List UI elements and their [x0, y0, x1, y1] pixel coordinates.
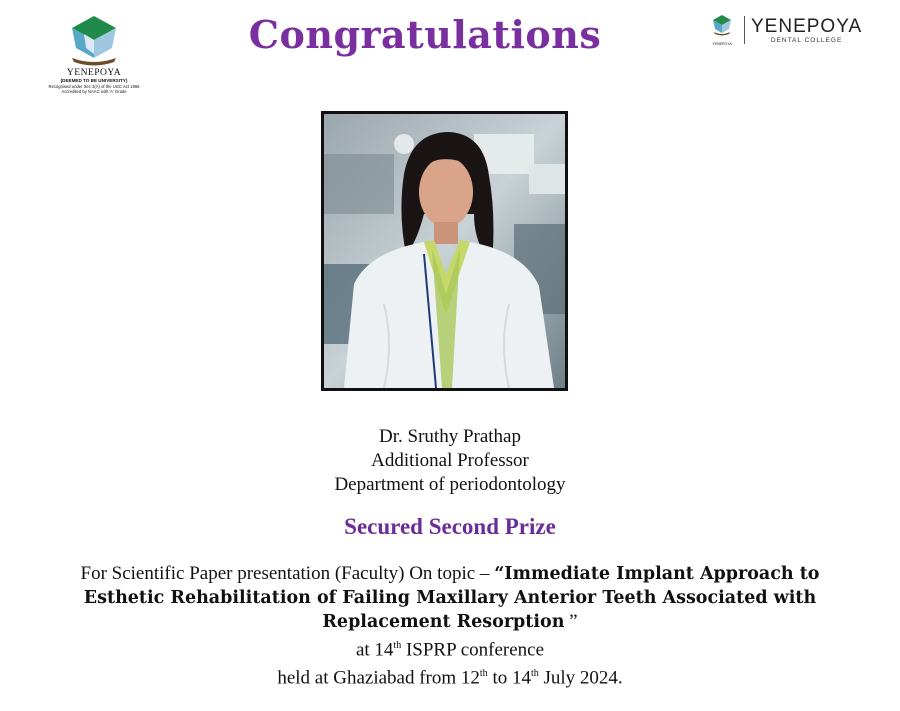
left-logo-line1: (DEEMED TO BE UNIVERSITY) [60, 78, 128, 83]
topic-close-quote: ” [564, 611, 578, 632]
award-description [20, 562, 880, 691]
conf-sup: th [393, 640, 402, 651]
conf-pre: at 14 [355, 639, 394, 661]
yenepoya-dental-college-logo [706, 14, 862, 46]
right-logo-name: YENEPOYA [751, 15, 863, 37]
description-line3 [20, 610, 880, 634]
description-intro: For Scientific Paper presentation (Faculty) On topic – [80, 563, 495, 584]
person-department: Department of periodontology [334, 474, 566, 495]
yenepoya-dental-crest-icon [712, 14, 732, 36]
portrait-image [324, 114, 565, 388]
logo-divider [744, 16, 745, 44]
prize-headline: Secured Second Prize [344, 514, 556, 539]
left-logo-name: YENEPOYA [66, 68, 122, 78]
held-sup1: th [479, 668, 488, 680]
left-logo-line3: Accredited by NAAC with 'A' Grade [61, 89, 127, 95]
held-post: July 2024. [538, 667, 623, 689]
description-line2 [20, 586, 880, 610]
held-pre: held at Ghaziabad from 12 [277, 667, 480, 689]
topic-start: “Immediate Implant Approach to [494, 564, 820, 584]
topic-middle: Esthetic Rehabilitation of Failing Maxillary Anterior Teeth Associated with [83, 588, 817, 608]
person-role: Additional Professor [371, 450, 529, 471]
right-logo-crest [706, 14, 738, 46]
conference-line [20, 634, 880, 662]
left-logo-line2: Recognised under Sec 3(A) of the UGC Act 1956 [48, 84, 140, 89]
right-logo-sub: DENTAL COLLEGE [770, 36, 843, 44]
topic-end: Replacement Resorption [322, 612, 565, 632]
person-details [0, 425, 900, 497]
held-sup2: th [530, 668, 539, 680]
right-logo-text [751, 17, 862, 44]
person-name: Dr. Sruthy Prathap [379, 426, 521, 447]
portrait-photo [321, 111, 568, 391]
right-logo-crest-caption: YENEPOYA [712, 42, 732, 46]
held-mid: to 14 [487, 667, 531, 689]
description-line1 [20, 562, 880, 586]
page-title: Congratulations [248, 12, 602, 57]
conf-post: ISPRP conference [401, 639, 545, 661]
venue-date-line [20, 662, 880, 690]
